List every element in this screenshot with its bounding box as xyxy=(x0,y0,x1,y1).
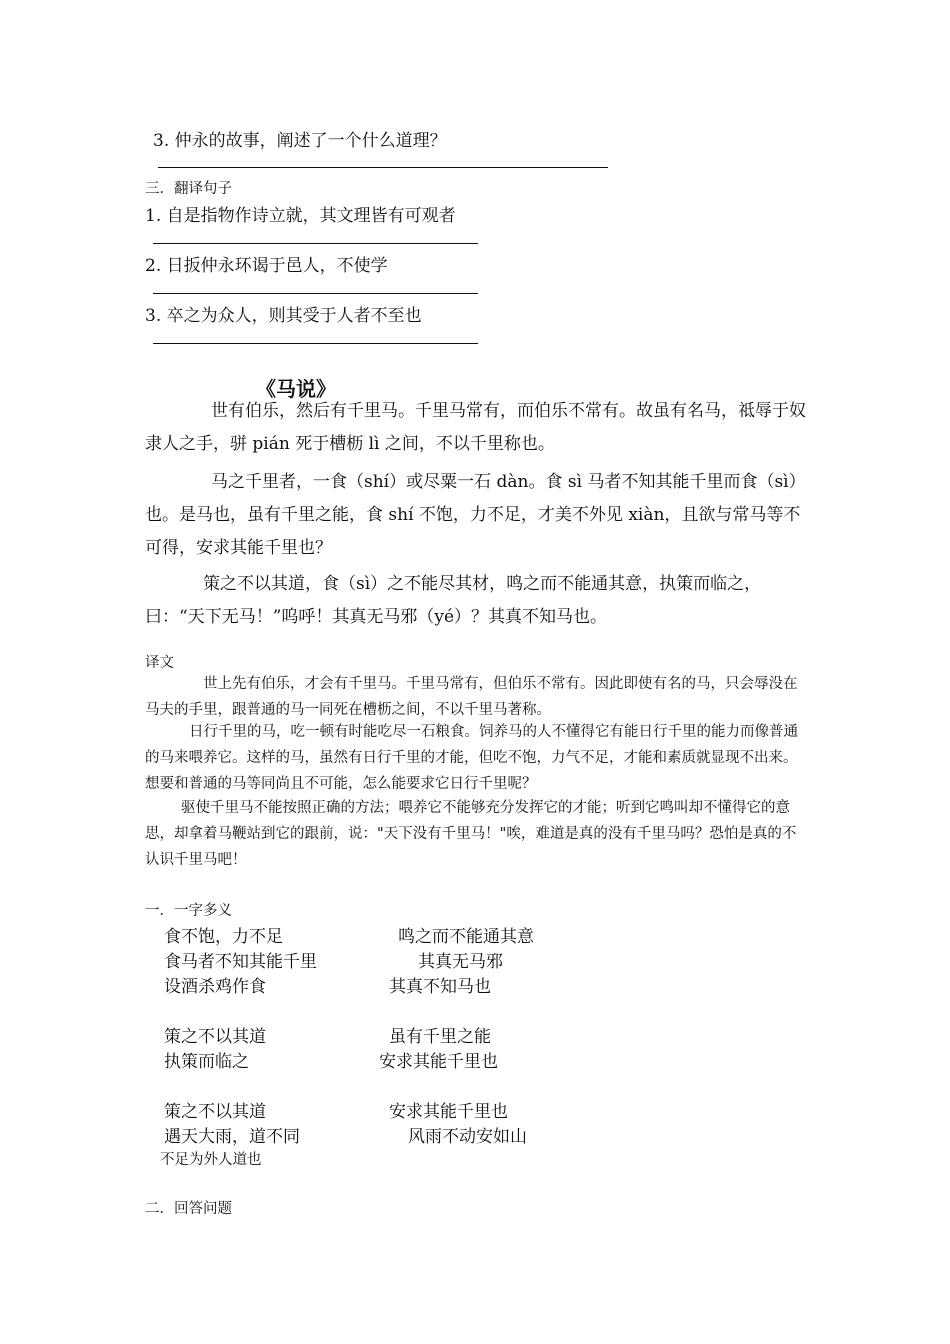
original-paragraph-2: 马之千里者，一食（shí）或尽粟一石 dàn。食 sì 马者不知其能千里而食（sì）也。是马也，虽有千里之能，食 shí 不饱，力不足，才美不外见 xiàn，且欲与常马等不可得，安求其能千里也？ xyxy=(145,472,806,558)
section-heading-translate: 三．翻译句子 xyxy=(145,181,232,197)
translation-label: 译文 xyxy=(145,655,174,671)
sentence-1: 1. 自是指物作诗立就，其文理皆有可观者 xyxy=(145,206,456,226)
polysemy-item: 执策而临之 xyxy=(164,1052,249,1072)
section-heading-polysemy: 一．一字多义 xyxy=(145,903,232,919)
answer-line xyxy=(153,293,478,294)
sentence-3: 3. 卒之为众人，则其受于人者不至也 xyxy=(145,306,422,326)
essay-title: 《马说》 xyxy=(256,377,336,401)
question-3: 3. 仲永的故事，阐述了一个什么道理？ xyxy=(153,131,447,151)
polysemy-item: 策之不以其道 xyxy=(164,1102,266,1122)
polysemy-item: 其真不知马也 xyxy=(389,977,491,997)
translation-paragraph-1: 世上先有伯乐，才会有千里马。千里马常有，但伯乐不常有。因此即使有名的马，只会辱没在马夫的手里，跟普通的马一同死在槽枥之间，不以千里马著称。 xyxy=(145,676,798,718)
polysemy-item: 安求其能千里也 xyxy=(389,1102,508,1122)
answer-line xyxy=(153,243,478,244)
polysemy-item: 虽有千里之能 xyxy=(389,1027,491,1047)
polysemy-item: 风雨不动安如山 xyxy=(408,1127,527,1147)
answer-line xyxy=(158,167,608,168)
original-paragraph-1: 世有伯乐，然后有千里马。千里马常有，而伯乐不常有。故虽有名马，祗辱于奴隶人之手，骈 pián 死于槽枥 lì 之间，不以千里称也。 xyxy=(145,401,806,454)
translation-paragraph-3: 驱使千里马不能按照正确的方法；喂养它不能够充分发挥它的才能；听到它鸣叫却不懂得它的意思，却拿着马鞭站到它的跟前，说："天下没有千里马！"唉，难道是真的没有千里马吗？恐怕是真的不认识千里马吧！ xyxy=(145,800,797,868)
sentence-2: 2. 日扳仲永环谒于邑人，不使学 xyxy=(145,256,388,276)
original-paragraph-3: 策之不以其道，食（sì）之不能尽其材，鸣之而不能通其意，执策而临之，曰：“天下无马！”呜呼！其真无马邪（yé）？其真不知马也。 xyxy=(145,574,762,627)
polysemy-item: 安求其能千里也 xyxy=(379,1052,498,1072)
answer-line xyxy=(153,343,478,344)
polysemy-item: 设酒杀鸡作食 xyxy=(164,977,266,997)
translation-paragraph-2: 日行千里的马，吃一顿有时能吃尽一石粮食。饲养马的人不懂得它有能日行千里的能力而像普通的马来喂养它。这样的马，虽然有日行千里的才能，但吃不饱，力气不足，才能和素质就显现不出来。想要和普通的马等同尚且不可能，怎么能要求它日行千里呢？ xyxy=(145,724,798,792)
section-heading-questions: 二．回答问题 xyxy=(145,1201,232,1217)
polysemy-item: 鸣之而不能通其意 xyxy=(398,927,534,947)
polysemy-item: 策之不以其道 xyxy=(164,1027,266,1047)
polysemy-item: 遇天大雨，道不同 xyxy=(164,1127,300,1147)
polysemy-item: 不足为外人道也 xyxy=(160,1152,262,1168)
polysemy-item: 食马者不知其能千里 xyxy=(164,952,317,972)
polysemy-item: 食不饱，力不足 xyxy=(164,927,283,947)
polysemy-item: 其真无马邪 xyxy=(418,952,503,972)
